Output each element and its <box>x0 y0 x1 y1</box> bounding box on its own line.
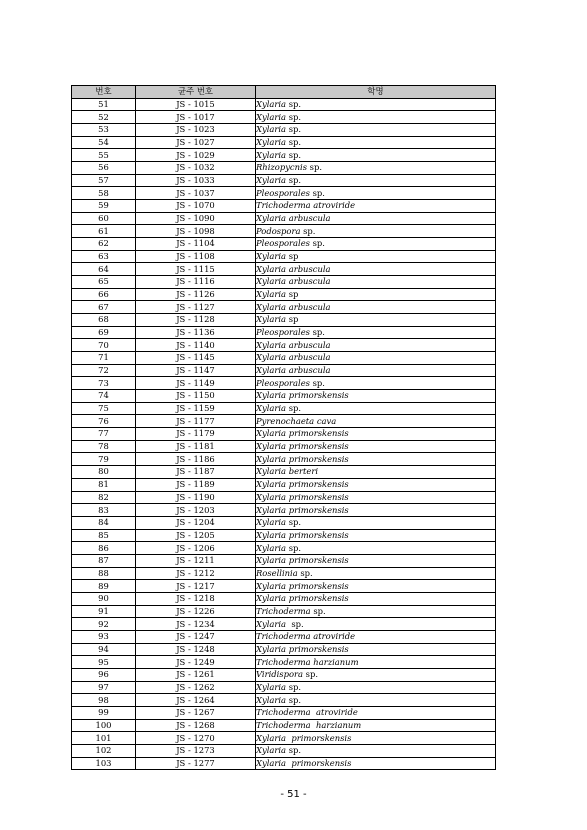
table-row <box>72 618 496 631</box>
table-row <box>72 744 496 757</box>
row-number: 76 <box>72 415 136 428</box>
scientific-name <box>256 263 496 276</box>
scientific-name-italic: Viridispora <box>256 669 303 680</box>
table-row <box>72 516 496 529</box>
strain-number: JS - 1177 <box>136 415 256 428</box>
strain-number: JS - 1023 <box>136 124 256 137</box>
scientific-name <box>256 453 496 466</box>
scientific-name-suffix: sp. <box>286 745 302 756</box>
table-row <box>72 681 496 694</box>
scientific-name <box>256 250 496 263</box>
table-row <box>72 200 496 213</box>
scientific-name <box>256 554 496 567</box>
strain-number: JS - 1262 <box>136 681 256 694</box>
scientific-name <box>256 402 496 415</box>
table-row <box>72 580 496 593</box>
scientific-name-italic: Xylaria primorskensis <box>256 428 349 439</box>
table-row <box>72 592 496 605</box>
scientific-name-italic: Xylaria primorskensis <box>256 479 349 490</box>
table-row <box>72 288 496 301</box>
table-row <box>72 453 496 466</box>
strain-number: JS - 1070 <box>136 200 256 213</box>
scientific-name <box>256 668 496 681</box>
row-number: 87 <box>72 554 136 567</box>
strain-number: JS - 1136 <box>136 326 256 339</box>
row-number: 70 <box>72 339 136 352</box>
scientific-name <box>256 529 496 542</box>
strain-number: JS - 1127 <box>136 301 256 314</box>
row-number: 103 <box>72 757 136 770</box>
strain-number: JS - 1217 <box>136 580 256 593</box>
table-row <box>72 554 496 567</box>
strain-number: JS - 1212 <box>136 567 256 580</box>
table-row <box>72 301 496 314</box>
scientific-name <box>256 238 496 251</box>
scientific-name-italic: Xylaria primorskensis <box>256 732 352 743</box>
scientific-name-suffix: sp. <box>309 187 325 198</box>
row-number: 81 <box>72 478 136 491</box>
scientific-name <box>256 516 496 529</box>
row-number: 59 <box>72 200 136 213</box>
table-row <box>72 668 496 681</box>
header-number: 번호 <box>72 86 136 99</box>
scientific-name-italic: Xylaria <box>256 289 287 300</box>
scientific-name-suffix: sp. <box>286 137 302 148</box>
scientific-name <box>256 301 496 314</box>
table-row <box>72 732 496 745</box>
scientific-name-italic: Xylaria primorskensis <box>256 504 349 515</box>
table-row <box>72 440 496 453</box>
table-header <box>72 86 496 99</box>
scientific-name-italic: Xylaria primorskensis <box>256 390 349 401</box>
scientific-name <box>256 592 496 605</box>
scientific-name-italic: Xylaria <box>256 618 287 629</box>
strain-number: JS - 1205 <box>136 529 256 542</box>
table-row <box>72 212 496 225</box>
strain-number: JS - 1211 <box>136 554 256 567</box>
scientific-name <box>256 567 496 580</box>
row-number: 98 <box>72 694 136 707</box>
table-row <box>72 542 496 555</box>
scientific-name <box>256 428 496 441</box>
page-number: - 51 - <box>280 789 307 800</box>
table-row <box>72 428 496 441</box>
scientific-name <box>256 656 496 669</box>
table-row <box>72 504 496 517</box>
scientific-name-italic: Xylaria <box>256 149 287 160</box>
row-number: 74 <box>72 390 136 403</box>
scientific-name-italic: Podospora <box>256 225 301 236</box>
row-number: 94 <box>72 643 136 656</box>
strain-number: JS - 1029 <box>136 149 256 162</box>
row-number: 85 <box>72 529 136 542</box>
strain-number: JS - 1104 <box>136 238 256 251</box>
scientific-name-italic: Xylaria arbuscula <box>256 276 331 287</box>
strain-number: JS - 1264 <box>136 694 256 707</box>
row-number: 97 <box>72 681 136 694</box>
strain-number: JS - 1015 <box>136 98 256 111</box>
scientific-name <box>256 757 496 770</box>
strain-number: JS - 1017 <box>136 111 256 124</box>
table-row <box>72 478 496 491</box>
row-number: 102 <box>72 744 136 757</box>
strain-number: JS - 1203 <box>136 504 256 517</box>
table-row <box>72 630 496 643</box>
scientific-name-italic: Xylaria primorskensis <box>256 580 349 591</box>
strain-number: JS - 1032 <box>136 162 256 175</box>
scientific-name-italic: Xylaria arbuscula <box>256 352 331 363</box>
scientific-name <box>256 352 496 365</box>
strain-number: JS - 1179 <box>136 428 256 441</box>
strain-number: JS - 1261 <box>136 668 256 681</box>
strain-number: JS - 1234 <box>136 618 256 631</box>
row-number: 73 <box>72 377 136 390</box>
table-row <box>72 111 496 124</box>
row-number: 63 <box>72 250 136 263</box>
scientific-name-italic: Pyrenochaeta cava <box>256 415 337 426</box>
strain-number: JS - 1268 <box>136 719 256 732</box>
scientific-name <box>256 212 496 225</box>
scientific-name <box>256 580 496 593</box>
scientific-name-italic: Xylaria primorskensis <box>256 555 349 566</box>
table-row <box>72 466 496 479</box>
scientific-name-suffix: sp. <box>286 618 304 629</box>
row-number: 72 <box>72 364 136 377</box>
row-number: 96 <box>72 668 136 681</box>
table-row <box>72 250 496 263</box>
table-row <box>72 174 496 187</box>
strain-number: JS - 1033 <box>136 174 256 187</box>
scientific-name-italic: Xylaria primorskensis <box>256 643 349 654</box>
row-number: 53 <box>72 124 136 137</box>
strain-number: JS - 1273 <box>136 744 256 757</box>
scientific-name <box>256 174 496 187</box>
scientific-name <box>256 377 496 390</box>
row-number: 60 <box>72 212 136 225</box>
table-row <box>72 656 496 669</box>
scientific-name-suffix: sp. <box>286 124 302 135</box>
strain-number: JS - 1181 <box>136 440 256 453</box>
row-number: 95 <box>72 656 136 669</box>
strain-number: JS - 1190 <box>136 491 256 504</box>
table-row <box>72 491 496 504</box>
scientific-name-italic: Xylaria primorskensis <box>256 491 349 502</box>
row-number: 88 <box>72 567 136 580</box>
row-number: 61 <box>72 225 136 238</box>
scientific-name <box>256 630 496 643</box>
row-number: 77 <box>72 428 136 441</box>
table-row <box>72 352 496 365</box>
table-row <box>72 694 496 707</box>
row-number: 80 <box>72 466 136 479</box>
table-row <box>72 377 496 390</box>
scientific-name-suffix: sp. <box>309 238 325 249</box>
scientific-name-suffix: sp. <box>286 149 302 160</box>
strain-number: JS - 1204 <box>136 516 256 529</box>
scientific-name-italic: Xylaria <box>256 517 287 528</box>
strain-number: JS - 1098 <box>136 225 256 238</box>
table-row <box>72 187 496 200</box>
row-number: 62 <box>72 238 136 251</box>
row-number: 57 <box>72 174 136 187</box>
row-number: 58 <box>72 187 136 200</box>
scientific-name-suffix: sp <box>286 289 299 300</box>
scientific-name-italic: Trichoderma <box>256 605 311 616</box>
row-number: 64 <box>72 263 136 276</box>
strain-number: JS - 1126 <box>136 288 256 301</box>
scientific-name-italic: Trichoderma harzianum <box>256 656 359 667</box>
row-number: 90 <box>72 592 136 605</box>
scientific-name-suffix: sp. <box>309 327 325 338</box>
scientific-name <box>256 390 496 403</box>
scientific-name <box>256 744 496 757</box>
scientific-name-suffix: sp. <box>286 99 302 109</box>
row-number: 69 <box>72 326 136 339</box>
strain-number: JS - 1116 <box>136 276 256 289</box>
strain-number: JS - 1267 <box>136 706 256 719</box>
scientific-name <box>256 98 496 111</box>
table-row <box>72 136 496 149</box>
scientific-name <box>256 681 496 694</box>
scientific-name <box>256 618 496 631</box>
scientific-name-italic: Xylaria primorskensis <box>256 757 352 768</box>
strain-number: JS - 1218 <box>136 592 256 605</box>
scientific-name <box>256 504 496 517</box>
scientific-name-italic: Xylaria <box>256 137 287 148</box>
row-number: 101 <box>72 732 136 745</box>
scientific-name-italic: Rhizopycnis <box>256 162 307 173</box>
scientific-name <box>256 187 496 200</box>
table-row <box>72 364 496 377</box>
strain-number: JS - 1027 <box>136 136 256 149</box>
scientific-name-italic: Xylaria primorskensis <box>256 529 349 540</box>
scientific-name <box>256 314 496 327</box>
scientific-name <box>256 339 496 352</box>
strain-number: JS - 1149 <box>136 377 256 390</box>
strain-number: JS - 1150 <box>136 390 256 403</box>
scientific-name <box>256 706 496 719</box>
strain-number: JS - 1277 <box>136 757 256 770</box>
row-number: 93 <box>72 630 136 643</box>
strain-number: JS - 1248 <box>136 643 256 656</box>
scientific-name-italic: Xylaria <box>256 111 287 122</box>
row-number: 84 <box>72 516 136 529</box>
row-number: 86 <box>72 542 136 555</box>
scientific-name-italic: Xylaria arbuscula <box>256 339 331 350</box>
table-row <box>72 757 496 770</box>
scientific-name-suffix: sp. <box>310 605 326 616</box>
scientific-name <box>256 542 496 555</box>
scientific-name-italic: Trichoderma atroviride <box>256 631 356 642</box>
scientific-name-italic: Xylaria berteri <box>256 466 319 477</box>
scientific-name-italic: Xylaria <box>256 542 287 553</box>
scientific-name-italic: Xylaria arbuscula <box>256 301 331 312</box>
row-number: 83 <box>72 504 136 517</box>
scientific-name-italic: Xylaria <box>256 175 287 186</box>
table-row <box>72 225 496 238</box>
scientific-name-italic: Xylaria arbuscula <box>256 263 331 274</box>
scientific-name-suffix: sp. <box>309 377 325 388</box>
scientific-name <box>256 124 496 137</box>
strain-number: JS - 1206 <box>136 542 256 555</box>
scientific-name-italic: Xylaria primorskensis <box>256 441 349 452</box>
scientific-name <box>256 643 496 656</box>
scientific-name-suffix: sp <box>286 251 299 262</box>
row-number: 66 <box>72 288 136 301</box>
strain-number: JS - 1147 <box>136 364 256 377</box>
header-scientific-name: 학명 <box>256 86 496 99</box>
scientific-name-italic: Xylaria primorskensis <box>256 593 349 604</box>
row-number: 65 <box>72 276 136 289</box>
row-number: 78 <box>72 440 136 453</box>
table-row <box>72 263 496 276</box>
scientific-name-italic: Xylaria <box>256 681 287 692</box>
scientific-name-italic: Xylaria <box>256 745 287 756</box>
row-number: 71 <box>72 352 136 365</box>
strain-number: JS - 1140 <box>136 339 256 352</box>
table-row <box>72 238 496 251</box>
table-row <box>72 314 496 327</box>
scientific-name <box>256 288 496 301</box>
row-number: 99 <box>72 706 136 719</box>
table-row <box>72 567 496 580</box>
strain-number: JS - 1189 <box>136 478 256 491</box>
scientific-name-suffix: sp. <box>307 162 322 173</box>
strain-number: JS - 1037 <box>136 187 256 200</box>
scientific-name <box>256 466 496 479</box>
table-row <box>72 719 496 732</box>
scientific-name-italic: Trichoderma atroviride <box>256 707 358 718</box>
scientific-name <box>256 162 496 175</box>
strain-number: JS - 1270 <box>136 732 256 745</box>
scientific-name-suffix: sp. <box>286 681 302 692</box>
scientific-name-italic: Pleosporales <box>256 238 310 249</box>
row-number: 68 <box>72 314 136 327</box>
header-row <box>72 86 496 99</box>
table-row <box>72 605 496 618</box>
strain-number: JS - 1186 <box>136 453 256 466</box>
scientific-name <box>256 111 496 124</box>
table-row <box>72 149 496 162</box>
scientific-name-italic: Xylaria <box>256 694 287 705</box>
scientific-name-italic: Trichoderma harzianum <box>256 719 362 730</box>
scientific-name <box>256 694 496 707</box>
scientific-name-suffix: sp <box>286 314 299 325</box>
scientific-name <box>256 478 496 491</box>
strain-number: JS - 1128 <box>136 314 256 327</box>
table-row <box>72 124 496 137</box>
row-number: 82 <box>72 491 136 504</box>
strain-number: JS - 1249 <box>136 656 256 669</box>
table-row <box>72 162 496 175</box>
scientific-name-italic: Xylaria <box>256 251 287 262</box>
strain-number: JS - 1108 <box>136 250 256 263</box>
scientific-name-italic: Xylaria <box>256 99 287 109</box>
table-row <box>72 415 496 428</box>
scientific-name <box>256 605 496 618</box>
row-number: 91 <box>72 605 136 618</box>
scientific-name-suffix: sp. <box>286 111 302 122</box>
row-number: 51 <box>72 98 136 111</box>
table-row <box>72 390 496 403</box>
scientific-name-italic: Xylaria primorskensis <box>256 453 349 464</box>
scientific-name-italic: Xylaria arbuscula <box>256 365 331 376</box>
strain-number: JS - 1159 <box>136 402 256 415</box>
strain-number: JS - 1226 <box>136 605 256 618</box>
scientific-name <box>256 149 496 162</box>
table-row <box>72 326 496 339</box>
scientific-name-italic: Rosellinia <box>256 567 298 578</box>
strain-table <box>71 85 496 770</box>
scientific-name-suffix: sp. <box>297 567 313 578</box>
scientific-name-suffix: sp. <box>303 669 318 680</box>
strain-number: JS - 1145 <box>136 352 256 365</box>
table-row <box>72 529 496 542</box>
table-row <box>72 643 496 656</box>
scientific-name <box>256 440 496 453</box>
scientific-name <box>256 719 496 732</box>
row-number: 55 <box>72 149 136 162</box>
scientific-name-suffix: sp. <box>286 403 302 414</box>
table-row <box>72 276 496 289</box>
scientific-name-italic: Xylaria <box>256 124 287 135</box>
row-number: 79 <box>72 453 136 466</box>
scientific-name-suffix: sp. <box>286 542 302 553</box>
scientific-name-suffix: sp. <box>300 225 316 236</box>
header-strain-number: 균주 번호 <box>136 86 256 99</box>
table-row <box>72 402 496 415</box>
scientific-name <box>256 136 496 149</box>
strain-number: JS - 1115 <box>136 263 256 276</box>
scientific-name <box>256 415 496 428</box>
scientific-name <box>256 491 496 504</box>
scientific-name-italic: Pleosporales <box>256 187 310 198</box>
strain-number: JS - 1090 <box>136 212 256 225</box>
scientific-name-italic: Xylaria <box>256 314 287 325</box>
scientific-name-suffix: sp. <box>286 175 302 186</box>
scientific-name <box>256 364 496 377</box>
scientific-name-suffix: sp. <box>286 517 302 528</box>
table-row <box>72 339 496 352</box>
scientific-name-italic: Xylaria <box>256 403 287 414</box>
row-number: 56 <box>72 162 136 175</box>
strain-number: JS - 1187 <box>136 466 256 479</box>
row-number: 52 <box>72 111 136 124</box>
scientific-name-italic: Trichoderma atroviride <box>256 200 356 211</box>
scientific-name-italic: Pleosporales <box>256 377 310 388</box>
scientific-name <box>256 225 496 238</box>
strain-number: JS - 1247 <box>136 630 256 643</box>
scientific-name <box>256 276 496 289</box>
row-number: 67 <box>72 301 136 314</box>
scientific-name <box>256 200 496 213</box>
table-row <box>72 706 496 719</box>
scientific-name-suffix: sp. <box>286 694 302 705</box>
row-number: 75 <box>72 402 136 415</box>
scientific-name <box>256 732 496 745</box>
row-number: 89 <box>72 580 136 593</box>
scientific-name-italic: Xylaria arbuscula <box>256 213 331 224</box>
table-body <box>72 98 496 770</box>
scientific-name <box>256 326 496 339</box>
row-number: 54 <box>72 136 136 149</box>
row-number: 100 <box>72 719 136 732</box>
scientific-name-italic: Pleosporales <box>256 327 310 338</box>
row-number: 92 <box>72 618 136 631</box>
table-row <box>72 98 496 111</box>
